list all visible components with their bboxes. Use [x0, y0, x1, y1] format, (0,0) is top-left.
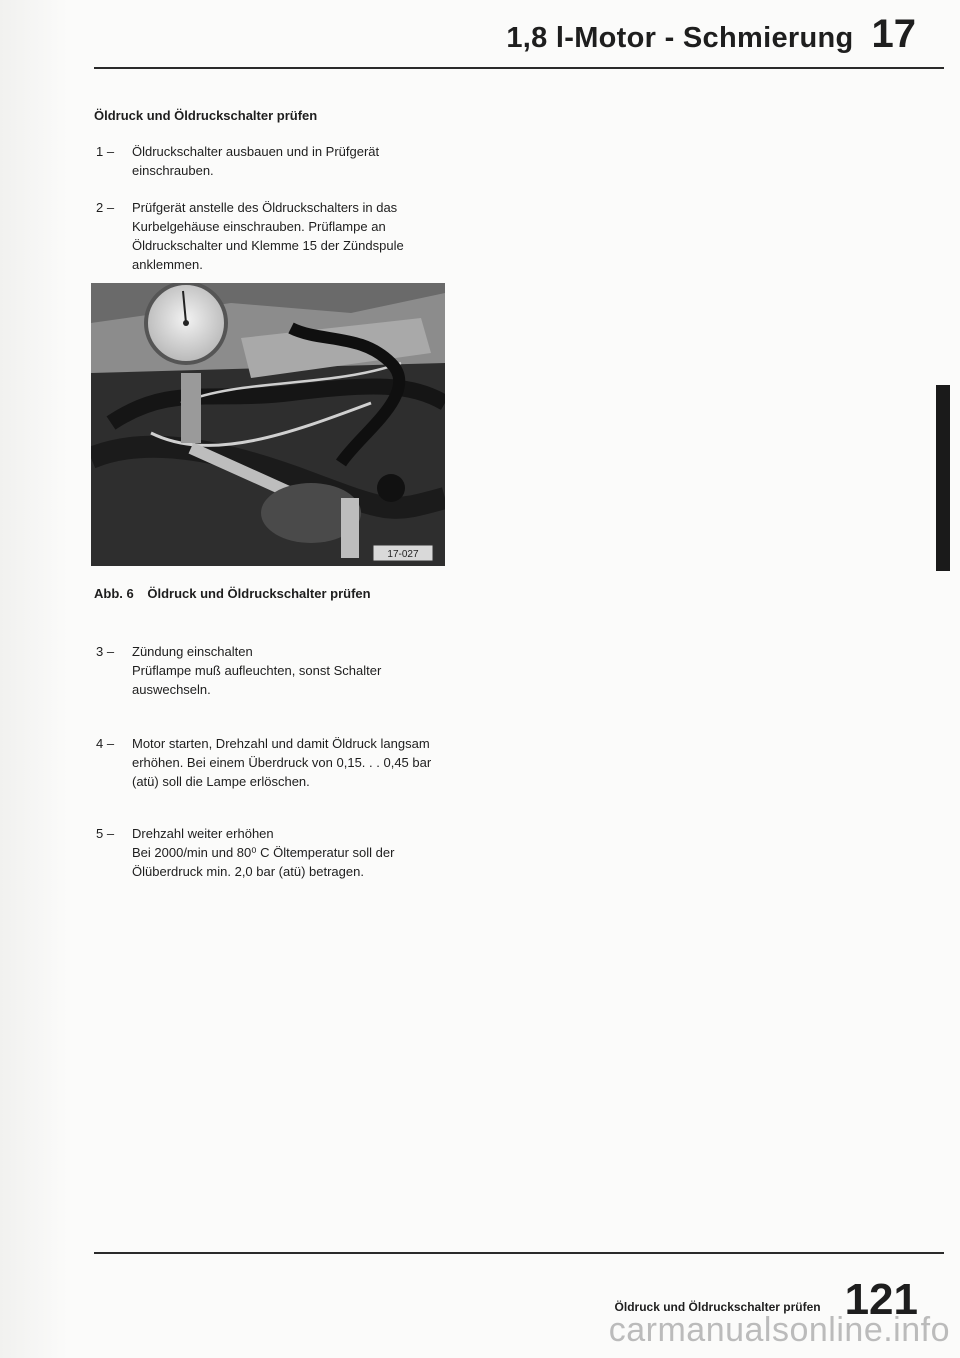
step-text: Motor starten, Drehzahl und damit Öldruck langsam erhöhen. Bei einem Überdruck von 0,15. . . 0,45 bar (atü) soll die Lampe erlöschen. [132, 736, 432, 789]
watermark: carmanualsonline.info [608, 1311, 950, 1349]
figure-caption-text: Öldruck und Öldruckschalter prüfen [147, 586, 371, 601]
step-number: 3 – [96, 644, 115, 659]
step-text: Öldruckschalter ausbauen und in Prüfgerät einschrauben. [132, 144, 380, 178]
figure-label: Abb. 6 [94, 586, 134, 601]
header-rule [94, 67, 944, 69]
chapter-number: 17 [871, 12, 916, 56]
step-text-detail: Bei 2000/min und 80⁰ C Öltemperatur soll der Ölüberdruck min. 2,0 bar (atü) betragen. [132, 845, 395, 879]
step-text: Prüfgerät anstelle des Öldruckschalters in das Kurbelgehäuse einschrauben. Prüflampe an Öldruckschalter und Klemme 15 der Zündspule anklemmen. [132, 200, 404, 272]
section-heading: Öldruck und Öldruckschalter prüfen [94, 108, 318, 123]
page-edge [0, 0, 68, 1358]
step-1 [96, 142, 456, 180]
engine-photo-drawing [91, 283, 445, 566]
engine-photo [91, 283, 445, 566]
figure-code: 17-027 [387, 549, 419, 560]
step-text-detail: Prüflampe muß aufleuchten, sonst Schalter auswechseln. [132, 663, 382, 697]
step-number: 1 – [96, 144, 115, 159]
step-4 [96, 734, 456, 791]
step-text: Zündung einschalten [132, 644, 253, 659]
step-number: 2 – [96, 200, 115, 215]
step-3 [96, 642, 456, 699]
page-header [506, 12, 916, 57]
page-title: 1,8 l-Motor - Schmierung [506, 22, 854, 54]
step-2 [96, 198, 456, 274]
step-number: 5 – [96, 826, 115, 841]
step-5 [96, 824, 456, 881]
footer-title: Öldruck und Öldruckschalter prüfen [614, 1300, 821, 1314]
page-number: 121 [844, 1275, 918, 1324]
step-number: 4 – [96, 736, 115, 751]
section-thumb-tab [936, 385, 950, 571]
footer-rule [94, 1252, 944, 1254]
figure-caption [94, 586, 371, 601]
step-text: Drehzahl weiter erhöhen [132, 826, 274, 841]
